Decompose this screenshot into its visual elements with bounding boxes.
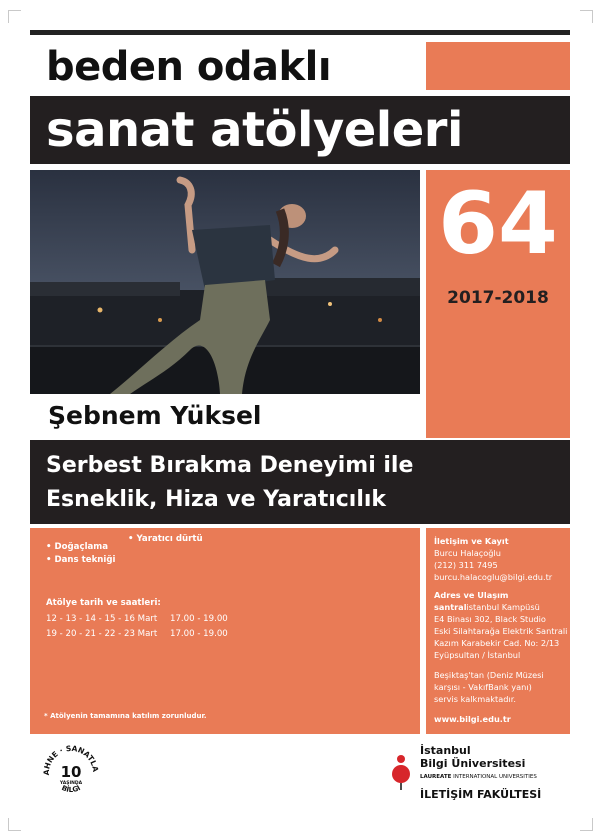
subtitle-line-1: Serbest Bırakma Deneyimi ile [46, 453, 414, 478]
address-line-4: Kazım Karabekir Cad. No: 2/13 [434, 638, 560, 648]
top-rule [30, 30, 570, 35]
crop-mark-bottom-left [8, 818, 21, 831]
contact-name: Burcu Halaçoğlu [434, 548, 501, 558]
svg-text:10: 10 [60, 763, 82, 781]
address-line-1 [434, 602, 540, 613]
instructor-name: Şebnem Yüksel [48, 401, 262, 430]
contact-heading: İletişim ve Kayıt [434, 536, 509, 546]
address-heading: Adres ve Ulaşım [434, 590, 509, 600]
university-name-line-2: Bilgi Üniversitesi [420, 757, 526, 770]
svg-text:BİLGİ: BİLGİ [60, 783, 82, 795]
details-panel [30, 528, 420, 734]
contact-phone: (212) 311 7495 [434, 560, 498, 570]
subtitle-band [30, 440, 570, 524]
edition-number: 64 [438, 174, 558, 274]
schedule-dates: 19 - 20 - 21 - 22 - 23 Mart [46, 629, 158, 639]
dancer-photo-illustration [30, 170, 420, 394]
campus-name-bold: santral [434, 602, 467, 612]
shuttle-line-1: Beşiktaş'tan (Deniz Müzesi [434, 670, 544, 680]
accent-block-top [426, 42, 570, 90]
badge-seal-icon [40, 742, 102, 804]
laureate-line [420, 774, 537, 780]
anniversary-badge [40, 742, 102, 804]
topic-item: • Yaratıcı dürtü [128, 534, 203, 544]
website-link[interactable]: www.bilgi.edu.tr [434, 714, 511, 724]
title-band [30, 96, 570, 164]
faculty-name: İLETİŞİM FAKÜLTESİ [420, 788, 542, 801]
schedule-time: 17.00 - 19.00 [170, 614, 228, 624]
campus-name-rest: istanbul Kampüsü [466, 602, 540, 612]
university-logo [390, 744, 570, 808]
crop-mark-top-right [580, 10, 593, 23]
address-line-5: Eyüpsultan / İstanbul [434, 650, 521, 660]
schedule-time: 17.00 - 19.00 [170, 629, 228, 639]
topic-item: • Dans tekniği [46, 555, 116, 565]
schedule-heading: Atölye tarih ve saatleri: [46, 598, 161, 608]
svg-text:SAHNE · SANATLARI: AHNE · SANATLA [41, 743, 101, 776]
shuttle-line-3: servis kalkmaktadır. [434, 694, 516, 704]
address-line-3: Eski Silahtarağa Elektrik Santrali [434, 626, 568, 636]
university-name-line-1: İstanbul [420, 744, 471, 757]
contact-panel [426, 528, 570, 734]
shuttle-line-2: karşısı - VakıfBank yanı) [434, 682, 532, 692]
subtitle-line-2: Esneklik, Hiza ve Yaratıcılık [46, 487, 387, 512]
attendance-footnote: * Atölyenin tamamına katılım zorunludur. [44, 712, 207, 720]
title-line-2: sanat atölyeleri [46, 102, 463, 158]
schedule-dates: 12 - 13 - 14 - 15 - 16 Mart [46, 614, 158, 624]
bilgi-logo-icon [390, 752, 412, 792]
edition-years: 2017-2018 [447, 288, 549, 308]
edition-panel [426, 170, 570, 438]
crop-mark-bottom-right [580, 818, 593, 831]
laureate-rest: INTERNATIONAL UNIVERSITIES [451, 774, 537, 780]
svg-text:YAŞINDA: YAŞINDA [59, 781, 83, 786]
contact-email[interactable]: burcu.halacoglu@bilgi.edu.tr [434, 572, 553, 582]
hero-photo [30, 170, 420, 394]
title-line-1: beden odaklı [46, 44, 332, 90]
topic-item: • Doğaçlama [46, 542, 109, 552]
laureate-bold: LAUREATE [420, 774, 452, 780]
address-line-2: E4 Binası 302, Black Studio [434, 614, 546, 624]
crop-mark-top-left [8, 10, 21, 23]
